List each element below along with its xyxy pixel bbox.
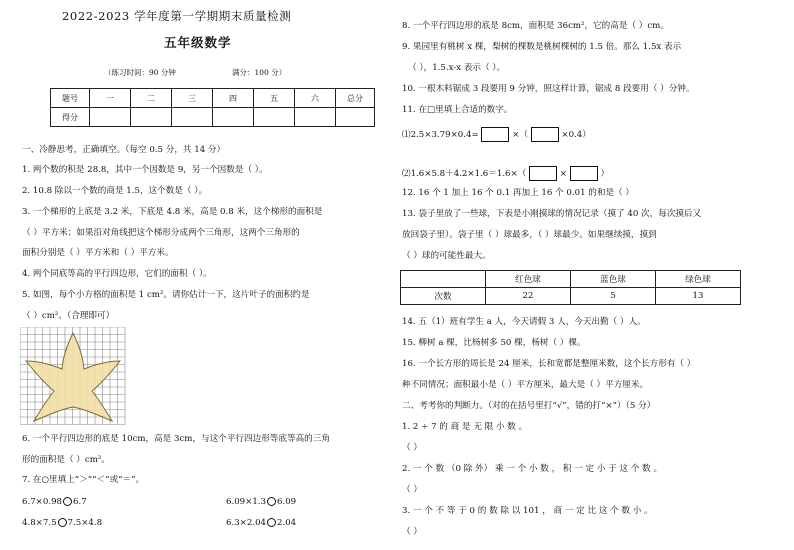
question-11-part-1: ⑴2.5×3.79×0.4= ×（ ×0.4） <box>402 127 591 142</box>
score-cell: 五 <box>254 89 295 108</box>
question-13-line-2: 放回袋子里）。袋子里（ ）球最多，（ ）球最少。如果继续摸，摸到 <box>402 230 657 240</box>
leaf-shape <box>26 333 120 421</box>
score-cell: 四 <box>213 89 254 108</box>
question-16-line-1: 16. 一个长方形的周长是 24 厘米，长和宽都是整厘米数，这个长方形有（ ） <box>402 359 696 369</box>
answer-box[interactable] <box>531 127 559 142</box>
score-cell: 一 <box>90 89 131 108</box>
question-5-line-2: （ ）cm²。（合理即可） <box>22 311 115 321</box>
question-6-line-2: 形的面积是（ ）cm²。 <box>22 455 110 465</box>
question-9-line-1: 9. 果园里有桃树 x 棵，梨树的棵数是桃树棵树的 1.5 倍。那么 1.5x 表示 <box>402 42 682 52</box>
full-marks: 满分：100 分） <box>232 68 287 77</box>
question-4: 4. 两个同底等高的平行四边形，它们的面积（ ）。 <box>22 269 212 279</box>
ball-table-cell: 次数 <box>401 288 486 305</box>
question-5-line-1: 5. 如图，每个小方格的面积是 1 cm²。请你估计一下，这片叶子的面积约是 <box>22 290 310 300</box>
judgement-2: 2. 一 个 数 （0 除 外） 乘 一 个 小 数 ， 积 一 定 小 于 这 个 数 。 <box>402 464 663 474</box>
ball-table-cell <box>401 271 486 288</box>
score-cell <box>90 108 131 127</box>
question-3-line-3: 面积分别是（ ）平方米和（ ）平方米。 <box>22 248 174 258</box>
question-15: 15. 柳树 a 棵，比杨树多 50 棵，杨树（ ）棵。 <box>402 338 586 348</box>
ball-table-cell: 22 <box>486 288 571 305</box>
score-table <box>50 88 375 127</box>
compare-circle[interactable] <box>58 518 67 527</box>
compare-circle[interactable] <box>63 497 72 506</box>
answer-box[interactable] <box>481 127 509 142</box>
score-cell <box>213 108 254 127</box>
page-subtitle: 五年级数学 <box>164 35 232 50</box>
compare-item-3: 4.8×7.5 7.5×4.8 <box>22 518 103 528</box>
score-cell <box>254 108 295 127</box>
answer-box[interactable] <box>570 166 598 181</box>
question-10: 10. 一根木料锯成 3 段要用 9 分钟，照这样计算，锯成 8 段要用（ ）分钟。 <box>402 84 695 94</box>
judgement-1-paren[interactable]: （ ） <box>402 443 422 453</box>
compare-circle[interactable] <box>267 518 276 527</box>
page-title: 2022-2023 学年度第一学期期末质量检测 <box>62 9 292 23</box>
section-1-heading: 一、冷静思考，正确填空。（每空 0.5 分，共 14 分） <box>22 145 226 155</box>
ball-table-cell: 5 <box>571 288 656 305</box>
ball-table-header-row <box>401 271 741 288</box>
exam-time: （练习时间：90 分钟 <box>104 68 176 77</box>
question-13-line-3: （ ）球的可能性最大。 <box>402 251 491 261</box>
leaf-grid-figure <box>20 327 126 427</box>
compare-item-4: 6.3×2.04 2.04 <box>226 518 297 528</box>
score-cell: 总分 <box>336 89 375 108</box>
question-3-line-2: （ ）平方米；如果沿对角线把这个梯形分成两个三角形，这两个三角形的 <box>22 228 300 238</box>
question-7: 7. 在○里填上“＞”“＜”或“＝”。 <box>22 475 145 485</box>
compare-item-1: 6.7×0.98 6.7 <box>22 497 87 507</box>
score-cell: 三 <box>172 89 213 108</box>
ball-record-table <box>400 270 741 305</box>
judgement-3: 3. 一 个 不 等 于 0 的 数 除 以 101 ， 商 一 定 比 这 个 数 小 。 <box>402 506 653 516</box>
ball-table-cell: 绿色球 <box>656 271 741 288</box>
question-8: 8. 一个平行四边形的底是 8cm，面积是 36cm²，它的高是（ ）cm。 <box>402 21 669 31</box>
section-2-heading: 二、考考你的判断力。（对的在括号里打“√”，错的打“×”）（5 分） <box>402 401 656 411</box>
score-cell: 六 <box>295 89 336 108</box>
score-table-header-row <box>51 89 375 108</box>
answer-box[interactable] <box>529 166 557 181</box>
judgement-1: 1. 2 ÷ 7 的 商 是 无 限 小 数 。 <box>402 422 528 432</box>
question-16-line-2: 种不同情况；面积最小是（ ）平方厘米，最大是（ ）平方厘米。 <box>402 380 649 390</box>
judgement-3-paren[interactable]: （ ） <box>402 527 422 537</box>
score-table-score-row <box>51 108 375 127</box>
compare-circle[interactable] <box>267 497 276 506</box>
compare-item-2: 6.09×1.3 6.09 <box>226 497 297 507</box>
question-12: 12. 16 个 1 加上 16 个 0.1 再加上 16 个 0.01 的和是（ ） <box>402 188 634 198</box>
ball-table-count-row <box>401 288 741 305</box>
score-cell: 题号 <box>51 89 90 108</box>
score-cell: 得分 <box>51 108 90 127</box>
ball-table-cell: 蓝色球 <box>571 271 656 288</box>
question-1: 1. 两个数的积是 28.8，其中一个因数是 9，另一个因数是（ ）。 <box>22 165 268 175</box>
question-9-line-2: （ ），1.5.x-x 表示（ ）。 <box>408 63 506 73</box>
ball-table-cell: 13 <box>656 288 741 305</box>
score-cell <box>172 108 213 127</box>
question-6-line-1: 6. 一个平行四边形的底是 10cm，高是 3cm，与这个平行四边形等底等高的三角 <box>22 434 330 444</box>
question-11-part-2: ⑵1.6×5.8＋4.2×1.6＝1.6×（ × ） <box>402 166 609 181</box>
ball-table-cell: 红色球 <box>486 271 571 288</box>
score-cell <box>295 108 336 127</box>
score-cell: 二 <box>131 89 172 108</box>
question-2: 2. 10.8 除以一个数的商是 1.5，这个数是（ ）。 <box>22 186 208 196</box>
judgement-2-paren[interactable]: （ ） <box>402 485 422 495</box>
score-cell <box>131 108 172 127</box>
question-14: 14. 五（1）班有学生 a 人，今天请假 3 人，今天出勤（ ）人。 <box>402 317 646 327</box>
question-13-line-1: 13. 袋子里放了一些球，下表是小刚摸球的情况记录（摸了 40 次，每次摸后又 <box>402 209 702 219</box>
score-cell <box>336 108 375 127</box>
question-11: 11. 在□里填上合适的数字。 <box>402 105 513 115</box>
question-3-line-1: 3. 一个梯形的上底是 3.2 米，下底是 4.8 米，高是 0.8 米，这个梯形的面积是 <box>22 207 323 217</box>
